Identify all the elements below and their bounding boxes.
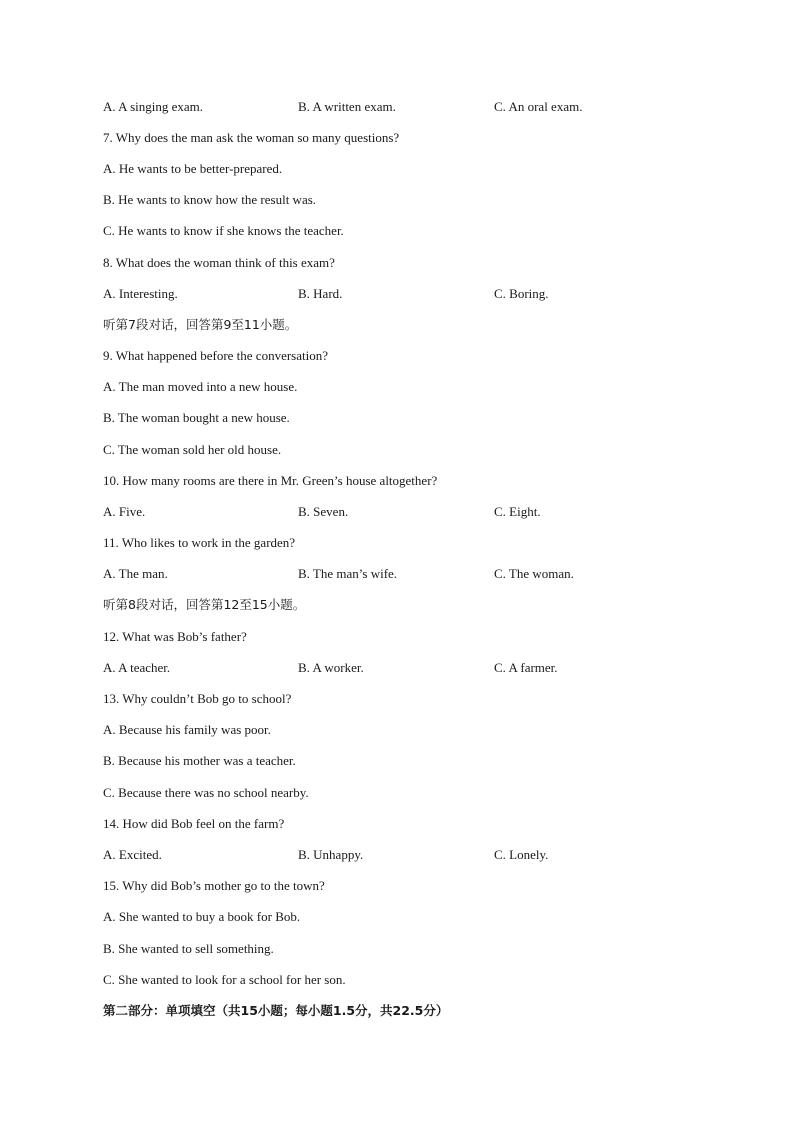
- q6-option-b: B. A written exam.: [298, 99, 396, 114]
- q8-option-a: A. Interesting.: [103, 286, 178, 301]
- q7-option-a: A. He wants to be better-prepared.: [103, 161, 283, 176]
- section-instruction-dialogue-7: 听第7段对话，回答第9至11小题。: [103, 317, 298, 332]
- q8-option-b: B. Hard.: [298, 286, 343, 301]
- q15-option-a: A. She wanted to buy a book for Bob.: [103, 909, 301, 924]
- q13-option-c: C. Because there was no school nearby.: [103, 785, 309, 800]
- q15-option-b: B. She wanted to sell something.: [103, 941, 274, 956]
- q14-option-c: C. Lonely.: [494, 847, 549, 862]
- q9-question: 9. What happened before the conversation?: [103, 348, 328, 363]
- part-two-heading: 第二部分：单项填空（共15小题；每小题1.5分，共22.5分）: [103, 1003, 449, 1018]
- q10-question: 10. How many rooms are there in Mr. Green’s house altogether?: [103, 473, 438, 488]
- q13-question: 13. Why couldn’t Bob go to school?: [103, 691, 292, 706]
- q15-question: 15. Why did Bob’s mother go to the town?: [103, 878, 325, 893]
- q12-option-b: B. A worker.: [298, 660, 364, 675]
- q8-option-c: C. Boring.: [494, 286, 549, 301]
- q10-option-a: A. Five.: [103, 504, 146, 519]
- q11-option-a: A. The man.: [103, 566, 168, 581]
- q6-option-a: A. A singing exam.: [103, 99, 204, 114]
- q9-option-b: B. The woman bought a new house.: [103, 410, 290, 425]
- q13-option-a: A. Because his family was poor.: [103, 722, 271, 737]
- q6-option-c: C. An oral exam.: [494, 99, 583, 114]
- q12-option-a: A. A teacher.: [103, 660, 171, 675]
- q10-option-c: C. Eight.: [494, 504, 541, 519]
- q11-option-c: C. The woman.: [494, 566, 574, 581]
- q12-option-c: C. A farmer.: [494, 660, 558, 675]
- q11-question: 11. Who likes to work in the garden?: [103, 535, 296, 550]
- q14-question: 14. How did Bob feel on the farm?: [103, 816, 285, 831]
- q14-option-a: A. Excited.: [103, 847, 162, 862]
- q10-option-b: B. Seven.: [298, 504, 349, 519]
- q13-option-b: B. Because his mother was a teacher.: [103, 753, 296, 768]
- q9-option-a: A. The man moved into a new house.: [103, 379, 298, 394]
- q7-question: 7. Why does the man ask the woman so many questions?: [103, 130, 400, 145]
- q7-option-c: C. He wants to know if she knows the teacher.: [103, 223, 344, 238]
- q11-option-b: B. The man’s wife.: [298, 566, 398, 581]
- q8-question: 8. What does the woman think of this exam?: [103, 255, 335, 270]
- section-instruction-dialogue-8: 听第8段对话，回答第12至15小题。: [103, 597, 306, 612]
- q9-option-c: C. The woman sold her old house.: [103, 442, 282, 457]
- q7-option-b: B. He wants to know how the result was.: [103, 192, 317, 207]
- q15-option-c: C. She wanted to look for a school for her son.: [103, 972, 346, 987]
- q12-question: 12. What was Bob’s father?: [103, 629, 247, 644]
- q14-option-b: B. Unhappy.: [298, 847, 364, 862]
